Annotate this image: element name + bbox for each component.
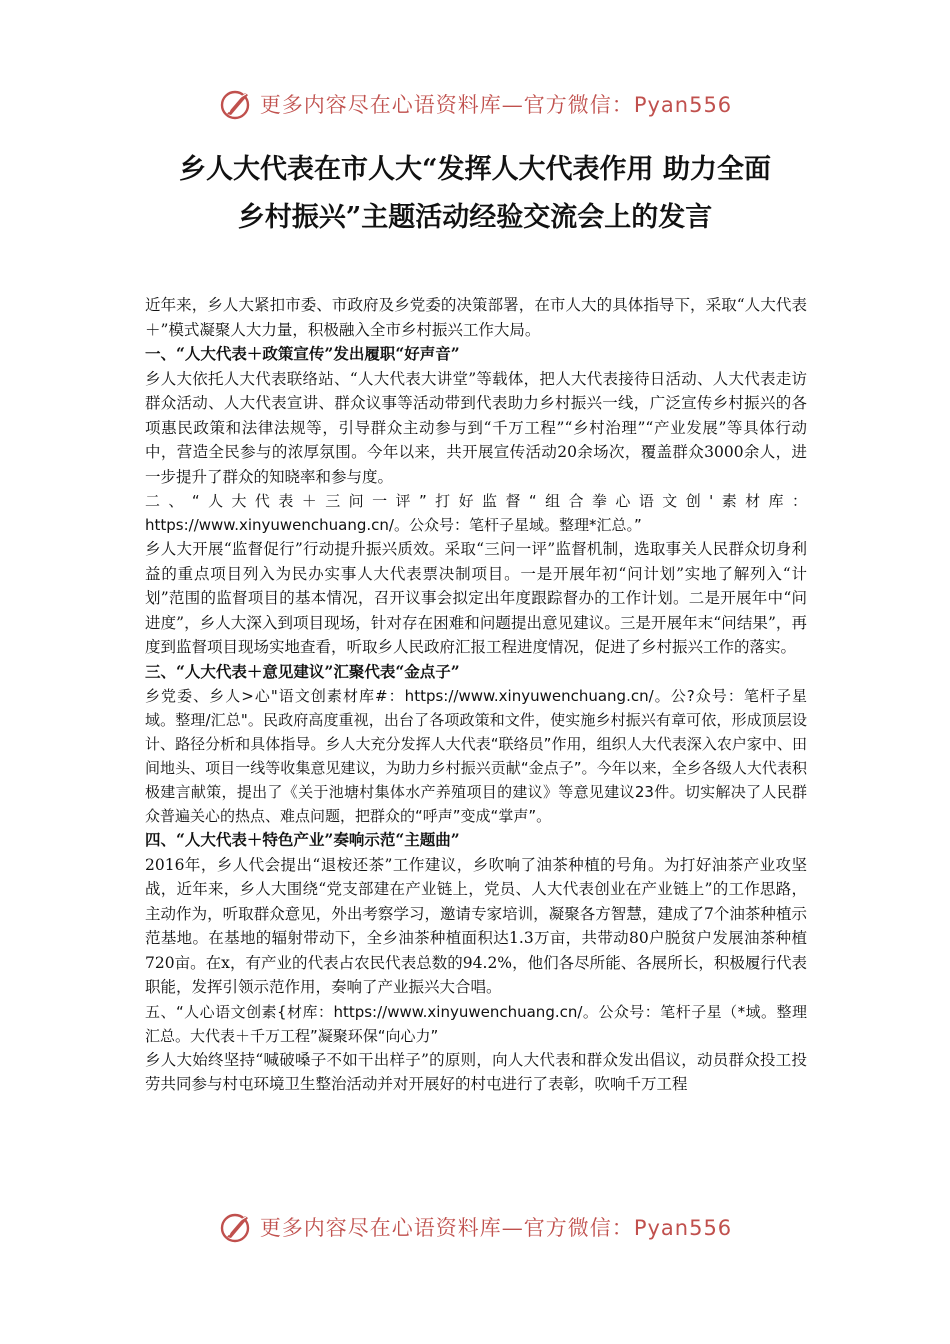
section-4-body: 2016年，乡人代会提出“退桉还茶”工作建议，乡吹响了油茶种植的号角。为打好油茶产业攻坚战，近年来，乡人大围绕“党支部建在产业链上，党员、人大代表创业在产业链上”的工作思路，主动作为，听取群众意见，外出考察学习，邀请专家培训，凝聚各方智慧，建成了7个油茶种植示范基地。在基地的辐射带动下，全乡油茶种植面积达1.3万亩，共带动80户脱贫户发展油茶种植720亩。在x，有产业的代表占农民代表总数的94.2%，他们各尽所能、各展所长，积极履行代表职能，发挥引领示范作用，奏响了产业振兴大合唱。 (145, 855, 807, 996)
watermark-wechat-id: Pyan556 (633, 93, 733, 117)
section-2-body: 乡人大开展“监督促行”行动提升振兴质效。采取“三问一评”监督机制，选取事关人民群众切身利益的重点项目列入为民办实事人大代表票决制项目。一是开展年初“问计划”实地了解列入“计划”范围的监督项目的基本情况，召开议事会拟定出年度跟踪督办的工作计划。二是开展年中“问进度”，乡人大深入到项目现场，针对存在困难和问题提出意见建议。三是开展年末“问结果”，再度到监督项目现场实地查看，听取乡人民政府汇报工程进度情况，促进了乡村振兴工作的落实。 (145, 540, 807, 656)
watermark-text (260, 1212, 732, 1242)
section-2-heading: 二、“人大代表＋三问一评”打好监督“组合拳心语文创'素材库：https://www.xinyuwenchuang.cn/。公众号：笔杆子星域。整理*汇总。” (145, 492, 807, 534)
section-1-body: 乡人大依托人大代表联络站、“人大代表大讲堂”等载体，把人大代表接待日活动、人大代表走访群众活动、人大代表宣讲、群众议事等活动带到代表助力乡村振兴一线，广泛宣传乡村振兴的各项惠民政策和法律法规等，引导群众主动参与到“千万工程”“乡村治理”“产业发展”等具体行动中，营造全民参与的浓厚氛围。今年以来，共开展宣传活动20余场次，覆盖群众3000余人，进一步提升了群众的知晓率和参与度。 (145, 369, 807, 486)
watermark-brand-text: 更多内容尽在心语资料库—官方微信： (259, 93, 634, 117)
intro-paragraph: 近年来，乡人大紧扣市委、市政府及乡党委的决策部署，在市人大的具体指导下，采取“人大代表＋”模式凝聚人大力量，积极融入全市乡村振兴工作大局。 (145, 296, 807, 339)
section-5-body: 乡人大始终坚持“喊破嗓子不如干出样子”的原则，向人大代表和群众发出倡议，动员群众投工投劳共同参与村屯环境卫生整治活动并对开展好的村屯进行了表彰，吹响千万工程 (145, 1050, 807, 1093)
watermark-wechat-id: Pyan556 (633, 1216, 733, 1240)
section-3-heading: 三、“人大代表＋意见建议”汇聚代表“金点子” (145, 661, 460, 681)
document-body (145, 293, 807, 1097)
document-title (60, 146, 890, 242)
section-1-heading: 一、“人大代表＋政策宣传”发出履职“好声音” (145, 344, 460, 363)
section-4-heading: 四、“人大代表＋特色产业”奏响示范“主题曲” (145, 830, 460, 849)
title-line-2: 乡村振兴”主题活动经验交流会上的发言 (237, 202, 713, 233)
title-line-1: 乡人大代表在市人大“发挥人大代表作用 助力全面 (179, 154, 771, 185)
header-watermark (0, 84, 950, 124)
section-5-heading: 五、“人心语文创素{材库：https://www.xinyuwenchuang.cn/。公众号：笔杆子星（*域。整理汇总。大代表＋千万工程”凝聚环保“向心力” (145, 1002, 807, 1045)
watermark-brand-text: 更多内容尽在心语资料库—官方微信： (259, 1216, 634, 1240)
quill-pen-logo-icon (218, 1209, 254, 1245)
section-3-body: 乡党委、乡人>心"语文创素材库#：https://www.xinyuwenchuang.cn/。公?众号：笔杆子星域。整理/汇总"。民政府高度重视，出台了各项政策和文件，使实施乡村振兴有章可依，形成顶层设计、路径分析和具体指导。乡人大充分发挥人大代表“联络员”作用，组织人大代表深入农户家中、田间地头、项目一线等收集意见建议，为助力乡村振兴贡献“金点子”。今年以来，全乡各级人大代表积极建言献策，提出了《关于池塘村集体水产养殖项目的建议》等意见建议23件。切实解决了人民群众普遍关心的热点、难点问题，把群众的“呼声”变成“掌声”。 (145, 687, 807, 825)
watermark-text (260, 89, 732, 119)
quill-pen-logo-icon (218, 86, 254, 122)
footer-watermark (0, 1207, 950, 1247)
